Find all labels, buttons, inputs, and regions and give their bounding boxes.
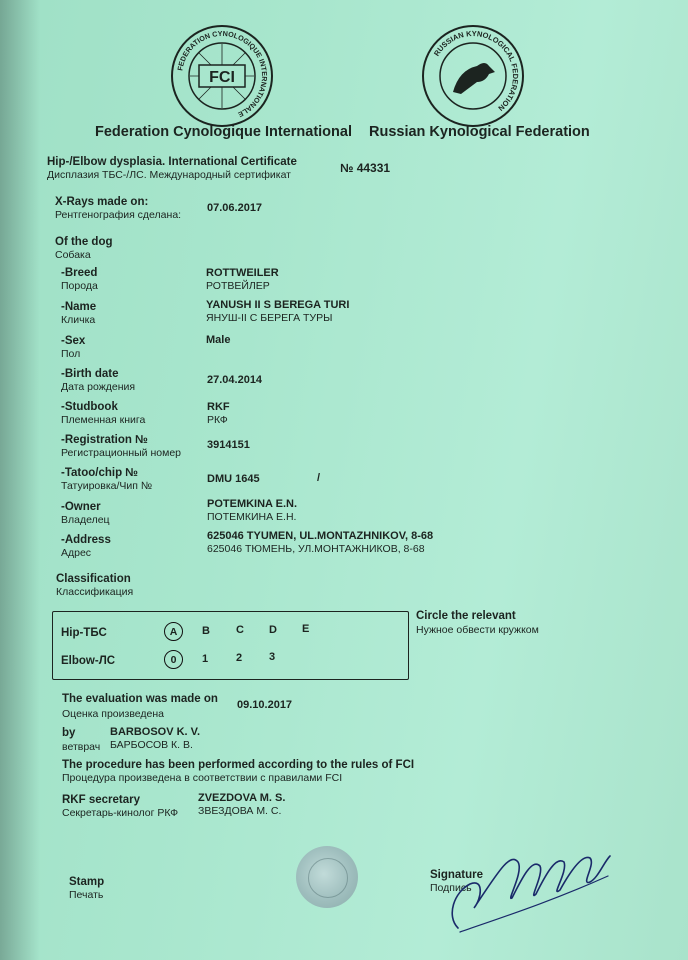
xray-date: 07.06.2017 [207, 202, 263, 214]
birth-date-label-en: -Birth date [61, 368, 119, 380]
hip-label: Hip-ТБС [61, 627, 107, 639]
dog-heading-en: Of the dog [55, 236, 113, 248]
birth-date-value: 27.04.2014 [207, 374, 263, 386]
breed-value-ru: РОТВЕЙЛЕР [206, 280, 270, 292]
xray-label-en: X-Rays made on: [55, 196, 149, 208]
elbow-label: Elbow-ЛС [61, 655, 116, 667]
studbook-value-en: RKF [207, 401, 230, 413]
address-label-ru: Адрес [61, 547, 92, 559]
sex-value: Male [206, 334, 231, 346]
classification-heading-ru: Классификация [56, 586, 134, 598]
owner-label-en: -Owner [61, 501, 101, 513]
name-label-en: -Name [61, 301, 97, 313]
elbow-grade-1: 1 [202, 653, 209, 665]
vet-name-en: BARBOSOV K. V. [110, 726, 201, 738]
procedure-text-ru: Процедура произведена в соответствии с правилами FCI [62, 772, 343, 784]
address-value-ru: 625046 ТЮМЕНЬ, УЛ.МОНТАЖНИКОВ, 8-68 [207, 543, 425, 555]
circle-note-ru: Нужное обвести кружком [416, 624, 539, 636]
chip-label-en: -Tatoo/chip № [61, 467, 139, 479]
certificate-title-en: Hip-/Elbow dysplasia. International Certificate [47, 156, 297, 168]
address-value-en: 625046 TYUMEN, UL.MONTAZHNIKOV, 8-68 [207, 530, 434, 542]
elbow-grade-2: 2 [236, 652, 243, 664]
secretary-label-en: RKF secretary [62, 794, 140, 806]
circle-note-en: Circle the relevant [416, 610, 516, 622]
registration-label-en: -Registration № [61, 434, 148, 446]
vet-name-ru: БАРБОСОВ К. В. [110, 739, 193, 751]
elbow-selected-grade: 0 [164, 650, 183, 669]
certificate-number: № 44331 [340, 161, 391, 175]
handwritten-signature-icon [440, 832, 616, 942]
secretary-name-ru: ЗВЕЗДОВА М. С. [198, 805, 282, 817]
fci-logo [168, 22, 276, 130]
hip-grade-b: B [202, 625, 210, 637]
hip-grade-c: C [236, 624, 244, 636]
owner-label-ru: Владелец [61, 514, 110, 526]
fci-logo-text: FCI [209, 69, 235, 86]
registration-label-ru: Регистрационный номер [61, 447, 181, 459]
xray-label-ru: Рентгенография сделана: [55, 209, 182, 221]
official-stamp-icon [296, 846, 358, 908]
signature-label-en: Signature [430, 869, 484, 881]
rkf-logo [419, 22, 527, 130]
hip-grade-d: D [269, 624, 277, 636]
evaluation-date: 09.10.2017 [237, 699, 293, 711]
stamp-label-en: Stamp [69, 876, 105, 888]
hip-selected-grade: A [164, 622, 183, 641]
breed-value-en: ROTTWEILER [206, 267, 279, 279]
right-org-name: Russian Kynological Federation [369, 124, 590, 140]
left-org-name: Federation Cynologique International [95, 124, 352, 140]
by-label-ru: ветврач [62, 741, 101, 753]
stamp-label-ru: Печать [69, 889, 104, 901]
breed-label-ru: Порода [61, 280, 98, 292]
hip-grade-e: E [302, 623, 310, 635]
address-label-en: -Address [61, 534, 111, 546]
evaluation-label-ru: Оценка произведена [62, 708, 165, 720]
studbook-value-ru: РКФ [207, 414, 228, 426]
studbook-label-en: -Studbook [61, 401, 118, 413]
secretary-label-ru: Секретарь-кинолог РКФ [62, 807, 179, 819]
classification-box [52, 611, 409, 680]
elbow-grade-3: 3 [269, 651, 276, 663]
chip-label-ru: Татуировка/Чип № [61, 480, 153, 492]
owner-value-ru: ПОТЕМКИНА Е.Н. [207, 511, 297, 523]
secretary-name-en: ZVEZDOVA M. S. [198, 792, 286, 804]
registration-value: 3914151 [207, 439, 250, 451]
classification-heading-en: Classification [56, 573, 131, 585]
dog-heading-ru: Собака [55, 249, 91, 261]
certificate-title-ru: Дисплазия ТБС-/ЛС. Международный сертификат [47, 169, 291, 181]
name-value-ru: ЯНУШ-II С БЕРЕГА ТУРЫ [206, 312, 333, 324]
signature-label-ru: Подпись [430, 882, 472, 894]
breed-label-en: -Breed [61, 267, 98, 279]
birth-date-label-ru: Дата рождения [61, 381, 136, 393]
name-label-ru: Кличка [61, 314, 96, 326]
by-label-en: by [62, 727, 76, 739]
chip-value-separator: / [317, 472, 321, 484]
owner-value-en: POTEMKINA E.N. [207, 498, 298, 510]
chip-value: DMU 1645 [207, 473, 260, 485]
evaluation-label-en: The evaluation was made on [62, 693, 218, 705]
dog-head-icon [453, 63, 495, 94]
page-shadow [0, 0, 40, 960]
fci-ring-text: FEDERATION CYNOLOGIQUE INTERNATIONALE [175, 28, 270, 120]
sex-label-en: -Sex [61, 335, 86, 347]
studbook-label-ru: Племенная книга [61, 414, 146, 426]
procedure-text-en: The procedure has been performed according to the rules of FCI [62, 759, 415, 771]
name-value-en: YANUSH II S BEREGA TURI [206, 299, 350, 311]
sex-label-ru: Пол [61, 348, 81, 360]
rkf-ring-text: RUSSIAN KYNOLOGICAL FEDERATION [431, 28, 521, 113]
